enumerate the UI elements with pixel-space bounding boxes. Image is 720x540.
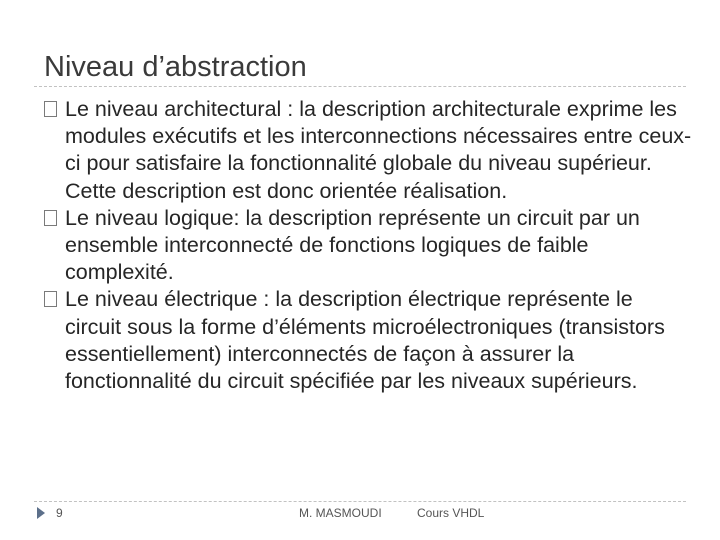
bullet-text: Le niveau architectural : la description architecturale exprime les modules exécutifs et les interconnections nécessaires entre ceux-ci pour satisfaire la fonctionnalité globale du niveau supérieur. Cette description est donc orientée réalisation. <box>65 97 692 203</box>
footer-course: Cours VHDL <box>417 506 485 520</box>
page-number: 9 <box>56 506 63 520</box>
bullet-item-logique <box>44 205 694 287</box>
square-bullet-icon <box>44 291 57 307</box>
footer-divider <box>34 501 686 502</box>
title-divider <box>34 86 686 87</box>
square-bullet-icon <box>44 101 57 117</box>
footer-author: M. MASMOUDI <box>299 506 382 520</box>
bullet-list <box>44 96 694 395</box>
arrow-right-icon <box>37 507 45 519</box>
bullet-text: Le niveau logique: la description représente un circuit par un ensemble interconnecté de fonctions logiques de faible complexité. <box>65 205 640 285</box>
bullet-item-electrique <box>44 286 694 395</box>
square-bullet-icon <box>44 210 57 226</box>
bullet-text: Le niveau électrique : la description électrique représente le circuit sous la forme d’éléments microélectroniques (transistors essentiellement) interconnectés de façon à assurer la fonctionnalité du circuit spécifiée par les niveaux supérieurs. <box>65 287 665 394</box>
slide-title: Niveau d’abstraction <box>44 51 307 83</box>
bullet-item-architectural <box>44 96 694 205</box>
